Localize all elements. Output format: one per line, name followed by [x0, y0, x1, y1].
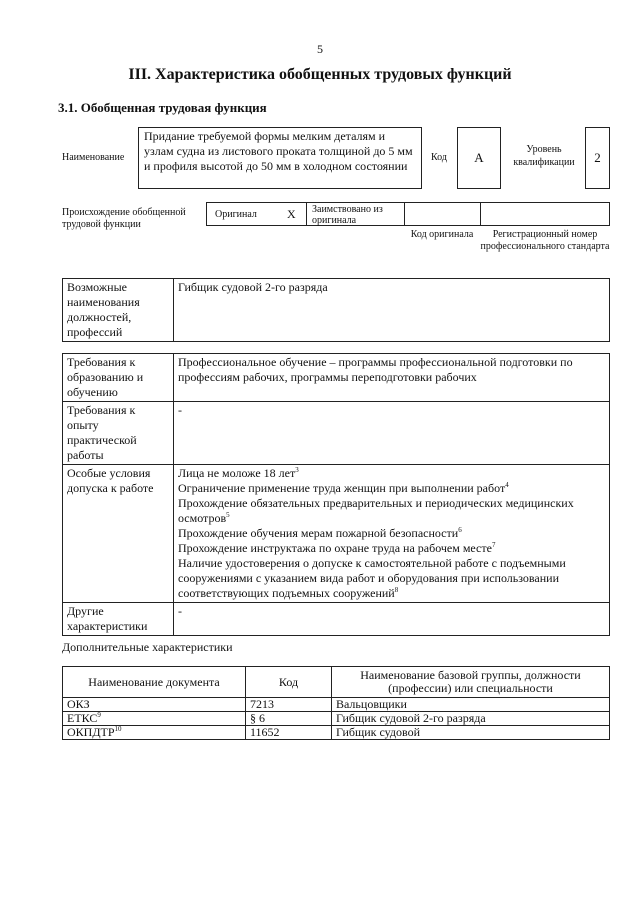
condition-line: Ограничение применение труда женщин при выполнении работ$^4$	[178, 481, 509, 495]
education-value: Профессиональное обучение – программы профессиональной подготовки по профессиям рабочих, программы переподготовки рабочих	[174, 354, 610, 402]
table-row	[63, 465, 610, 603]
page-number: 5	[317, 42, 323, 56]
table-header-row	[63, 667, 610, 698]
function-name-value: Придание требуемой формы мелким деталям и узлам судна из листового проката толщиной до 5 мм и профиля высотой до 50 мм в холодном состоянии	[138, 127, 422, 189]
table-row	[63, 603, 610, 636]
other-label: Другие характеристики	[63, 603, 174, 636]
origin-box	[206, 202, 610, 226]
header-doc: Наименование документа	[63, 667, 246, 698]
table-row	[63, 726, 610, 740]
special-conditions-value	[174, 465, 610, 603]
positions-value: Гибщик судовой 2-го разряда	[174, 279, 610, 342]
borrowed-label: Заимствовано из оригинала	[307, 203, 405, 225]
code-cell: § 6	[246, 712, 332, 726]
level-value: 2	[585, 127, 610, 189]
special-conditions-label: Особые условия допуска к работе	[63, 465, 174, 603]
requirements-table	[62, 353, 610, 636]
table-row	[63, 712, 610, 726]
doc-cell: ЕТКС$^9$	[63, 712, 246, 726]
table-row	[63, 698, 610, 712]
original-label: Оригинал	[215, 209, 257, 220]
table-row	[63, 279, 610, 342]
experience-label: Требования к опыту практической работы	[63, 402, 174, 465]
condition-line: Наличие удостоверения о допуске к самостоятельной работе с подъемными сооружениями с указанием вида работ и оборудования при использовании соответствующих подъемных сооружений$^8$	[178, 556, 566, 600]
level-label: Уровень квалификации	[513, 144, 575, 168]
experience-value: -	[174, 402, 610, 465]
name-cell: Вальцовщики	[332, 698, 610, 712]
table-row	[63, 402, 610, 465]
original-mark: X	[287, 207, 296, 221]
reg-number-label: Регистрационный номер профессионального стандарта	[480, 229, 610, 252]
code-value: A	[457, 127, 501, 189]
additional-table	[62, 666, 610, 740]
doc-cell: ОКЗ	[63, 698, 246, 712]
subsection-title: 3.1. Обобщенная трудовая функция	[58, 100, 267, 115]
reg-number-cell	[481, 203, 611, 225]
code-cell: 11652	[246, 726, 332, 740]
additional-title: Дополнительные характеристики	[62, 640, 233, 654]
table-row	[63, 354, 610, 402]
header-code: Код	[246, 667, 332, 698]
name-cell: Гибщик судовой	[332, 726, 610, 740]
code-original-cell	[405, 203, 481, 225]
name-cell: Гибщик судовой 2-го разряда	[332, 712, 610, 726]
origin-label: Происхождение обобщенной трудовой функции	[62, 207, 186, 230]
name-label: Наименование	[62, 152, 125, 163]
positions-label: Возможные наименования должностей, профессий	[63, 279, 174, 342]
positions-table	[62, 278, 610, 342]
condition-line: Прохождение инструктажа по охране труда на рабочем месте$^7$	[178, 541, 496, 555]
code-label: Код	[431, 152, 447, 163]
section-title: III. Характеристика обобщенных трудовых функций	[128, 66, 512, 83]
condition-line: Прохождение обязательных предварительных и периодических медицинских осмотров$^5$	[178, 496, 574, 525]
condition-line: Прохождение обучения мерам пожарной безопасности$^6$	[178, 526, 462, 540]
doc-cell: ОКПДТР$^{10}$	[63, 726, 246, 740]
original-cell	[207, 203, 307, 225]
header-name: Наименование базовой группы, должности (профессии) или специальности	[332, 667, 610, 698]
condition-line: Лица не моложе 18 лет$^3$	[178, 466, 299, 480]
code-cell: 7213	[246, 698, 332, 712]
education-label: Требования к образованию и обучению	[63, 354, 174, 402]
code-original-label: Код оригинала	[410, 229, 474, 240]
other-value: -	[174, 603, 610, 636]
